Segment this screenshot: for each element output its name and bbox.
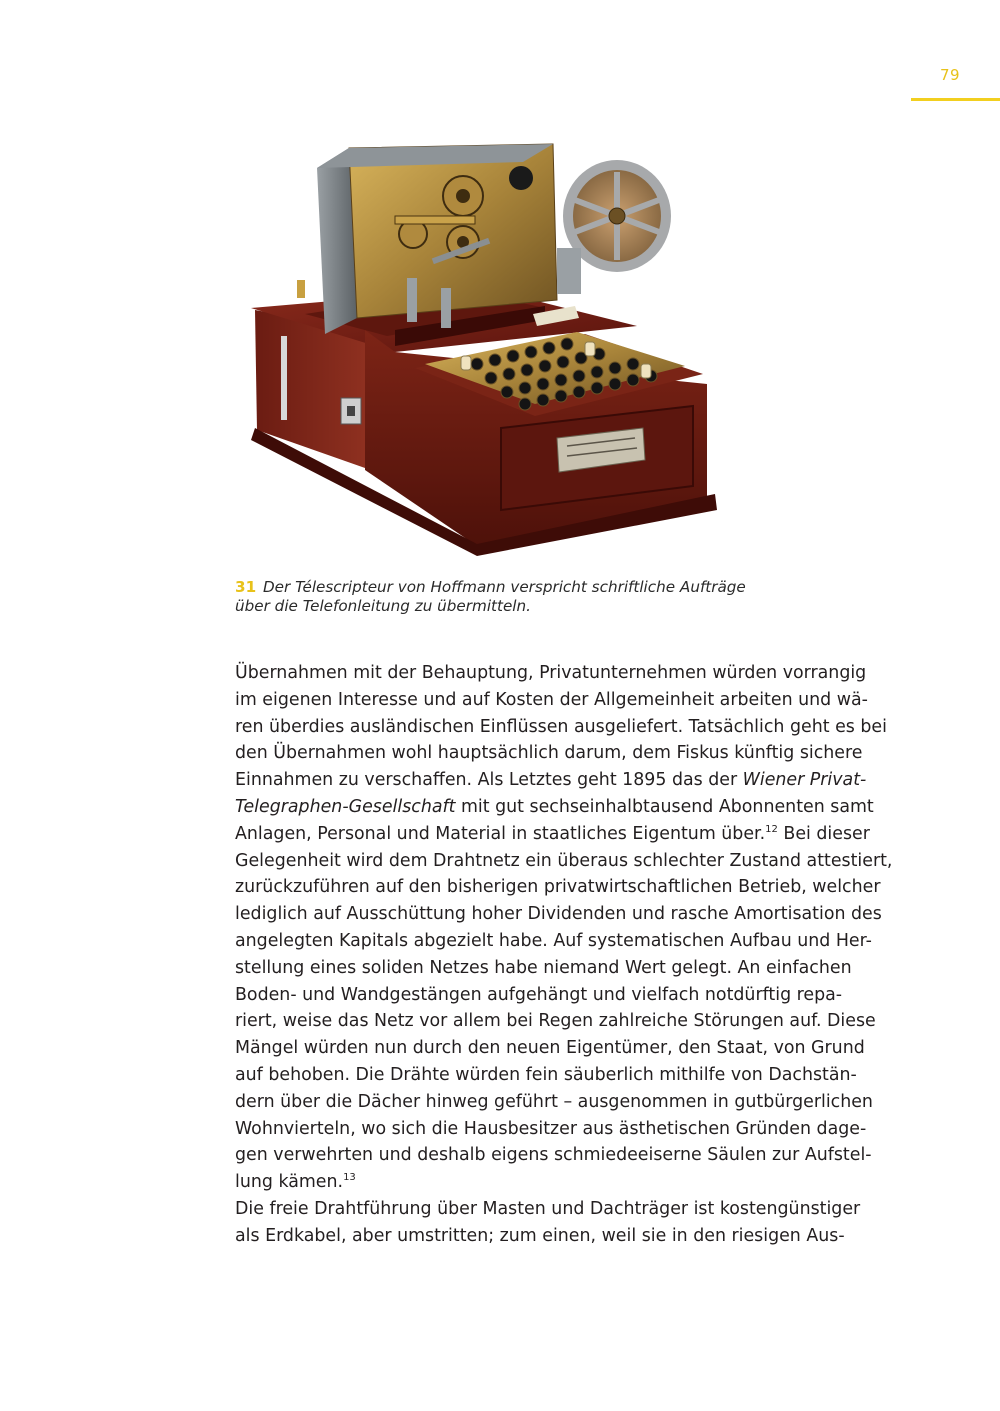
figure-caption xyxy=(235,578,795,616)
text-segment: Bei dieser xyxy=(777,823,870,844)
caption-line-1: Der Télescripteur von Hoffmann verspricht schriftliche Aufträge xyxy=(262,578,746,596)
body-text xyxy=(235,660,900,1250)
text-segment: Anlagen, Personal und Material in staatliches Eigentum über. xyxy=(235,823,766,844)
text-line: Mängel würden nun durch den neuen Eigentümer, den Staat, von Grund xyxy=(235,1038,865,1059)
text-line: Übernahmen mit der Behauptung, Privatunternehmen würden vorrangig xyxy=(235,663,867,683)
text-line: zurückzuführen auf den bisherigen privatwirtschaftlichen Betrieb, welcher xyxy=(235,877,881,898)
text-line: Wohnvierteln, wo sich die Hausbesitzer aus ästhetischen Gründen dage- xyxy=(235,1118,867,1139)
text-line: auf behoben. Die Drähte würden fein säuberlich mithilfe von Dachstän- xyxy=(235,1064,857,1085)
text-line xyxy=(235,767,900,794)
text-line: im eigenen Interesse und auf Kosten der Allgemeinheit arbeiten und wä- xyxy=(235,689,868,710)
text-line: ren überdies ausländischen Einflüssen ausgeliefert. Tatsächlich geht es bei xyxy=(235,716,887,737)
text-segment: lung kämen. xyxy=(235,1172,344,1193)
text-line: als Erdkabel, aber umstritten; zum einen, weil sie in den riesigen Aus- xyxy=(235,1225,845,1246)
text-line: Gelegenheit wird dem Drahtnetz ein überaus schlechter Zustand attestiert, xyxy=(235,850,893,871)
italic-title: Wiener Privat- xyxy=(742,770,867,791)
text-line xyxy=(235,794,900,821)
figure-number: 31 xyxy=(235,578,257,596)
text-line: riert, weise das Netz vor allem bei Regen zahlreiche Störungen auf. Diese xyxy=(235,1011,876,1032)
page-number: 79 xyxy=(939,66,961,84)
text-line xyxy=(235,1169,900,1196)
text-line: lediglich auf Ausschüttung hoher Dividenden und rasche Amortisation des xyxy=(235,904,882,925)
text-segment: Einnahmen zu verschaffen. Als Letztes geht 1895 das der xyxy=(235,770,743,791)
text-line: angelegten Kapitals abgezielt habe. Auf systematischen Aufbau und Her- xyxy=(235,930,872,951)
text-line: den Übernahmen wohl hauptsächlich darum, dem Fiskus künftig sichere xyxy=(235,743,863,764)
text-line: gen verwehrten und deshalb eigens schmiedeeiserne Säulen zur Aufstel- xyxy=(235,1145,872,1166)
text-line: stellung eines soliden Netzes habe niemand Wert gelegt. An einfachen xyxy=(235,957,852,978)
page-number-rule xyxy=(911,98,1000,101)
telescripteur-photo xyxy=(245,138,725,558)
italic-title: Telegraphen-Gesellschaft xyxy=(235,796,456,817)
text-line: Die freie Drahtführung über Masten und Dachträger ist kostengünstiger xyxy=(235,1198,861,1219)
caption-line-2: über die Telefonleitung zu übermitteln. xyxy=(235,597,531,615)
text-line xyxy=(235,821,900,848)
text-segment: mit gut sechseinhalbtausend Abonnenten samt xyxy=(455,796,874,817)
text-line: dern über die Dächer hinweg geführt – ausgenommen in gutbürgerlichen xyxy=(235,1091,873,1112)
footnote-ref: 12 xyxy=(765,823,778,835)
footnote-ref: 13 xyxy=(343,1172,356,1184)
text-line: Boden- und Wandgestängen aufgehängt und vielfach notdürftig repa- xyxy=(235,984,843,1005)
